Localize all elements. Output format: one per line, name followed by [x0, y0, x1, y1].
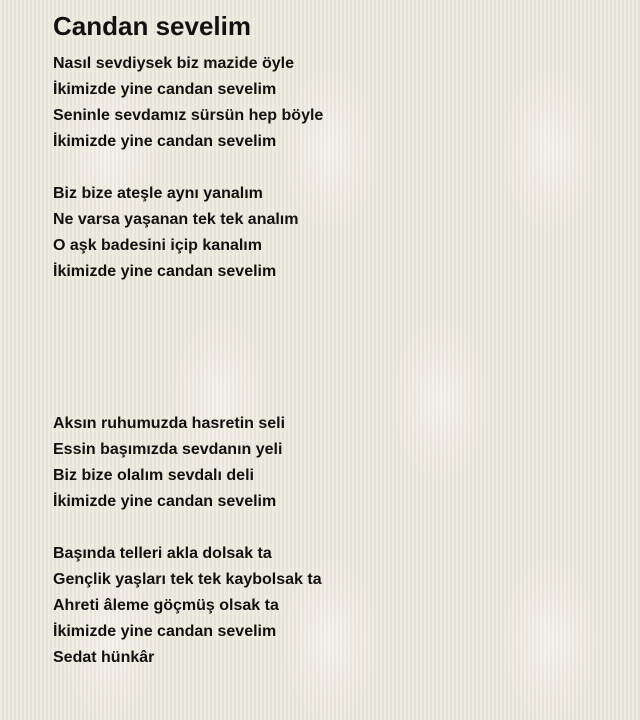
poem-line: Seninle sevdamız sürsün hep böyle [53, 107, 324, 124]
stanza-gap-large [53, 285, 613, 411]
poem-line: Ahreti âleme göçmüş olsak ta [53, 597, 279, 614]
poem-line: Başında telleri akla dolsak ta [53, 545, 272, 562]
poem-line: Biz bize olalım sevdalı deli [53, 467, 254, 484]
poem-line: Nasıl sevdiysek biz mazide öyle [53, 55, 295, 72]
poem-line: Essin başımızda sevdanın yeli [53, 441, 283, 458]
poem-line: İkimizde yine candan sevelim [53, 133, 277, 150]
poem-line: O aşk badesini içip kanalım [53, 237, 262, 254]
poem-page [53, 10, 613, 671]
poem-line: Gençlik yaşları tek tek kaybolsak ta [53, 571, 322, 588]
stanza-gap [53, 515, 613, 541]
poem-author: Sedat hünkâr [53, 649, 155, 666]
poem-title: Candan sevelim [53, 11, 251, 41]
poem-line: İkimizde yine candan sevelim [53, 493, 277, 510]
stanza-3 [53, 411, 613, 515]
stanza-4 [53, 541, 613, 671]
poem-line: İkimizde yine candan sevelim [53, 81, 277, 98]
poem-line: Aksın ruhumuzda hasretin seli [53, 415, 286, 432]
poem-line: Biz bize ateşle aynı yanalım [53, 185, 263, 202]
poem-line: İkimizde yine candan sevelim [53, 263, 277, 280]
stanza-1 [53, 51, 613, 155]
stanza-gap [53, 155, 613, 181]
poem-line: Ne varsa yaşanan tek tek analım [53, 211, 299, 228]
poem-body [53, 51, 613, 671]
stanza-2 [53, 181, 613, 285]
poem-line: İkimizde yine candan sevelim [53, 623, 277, 640]
